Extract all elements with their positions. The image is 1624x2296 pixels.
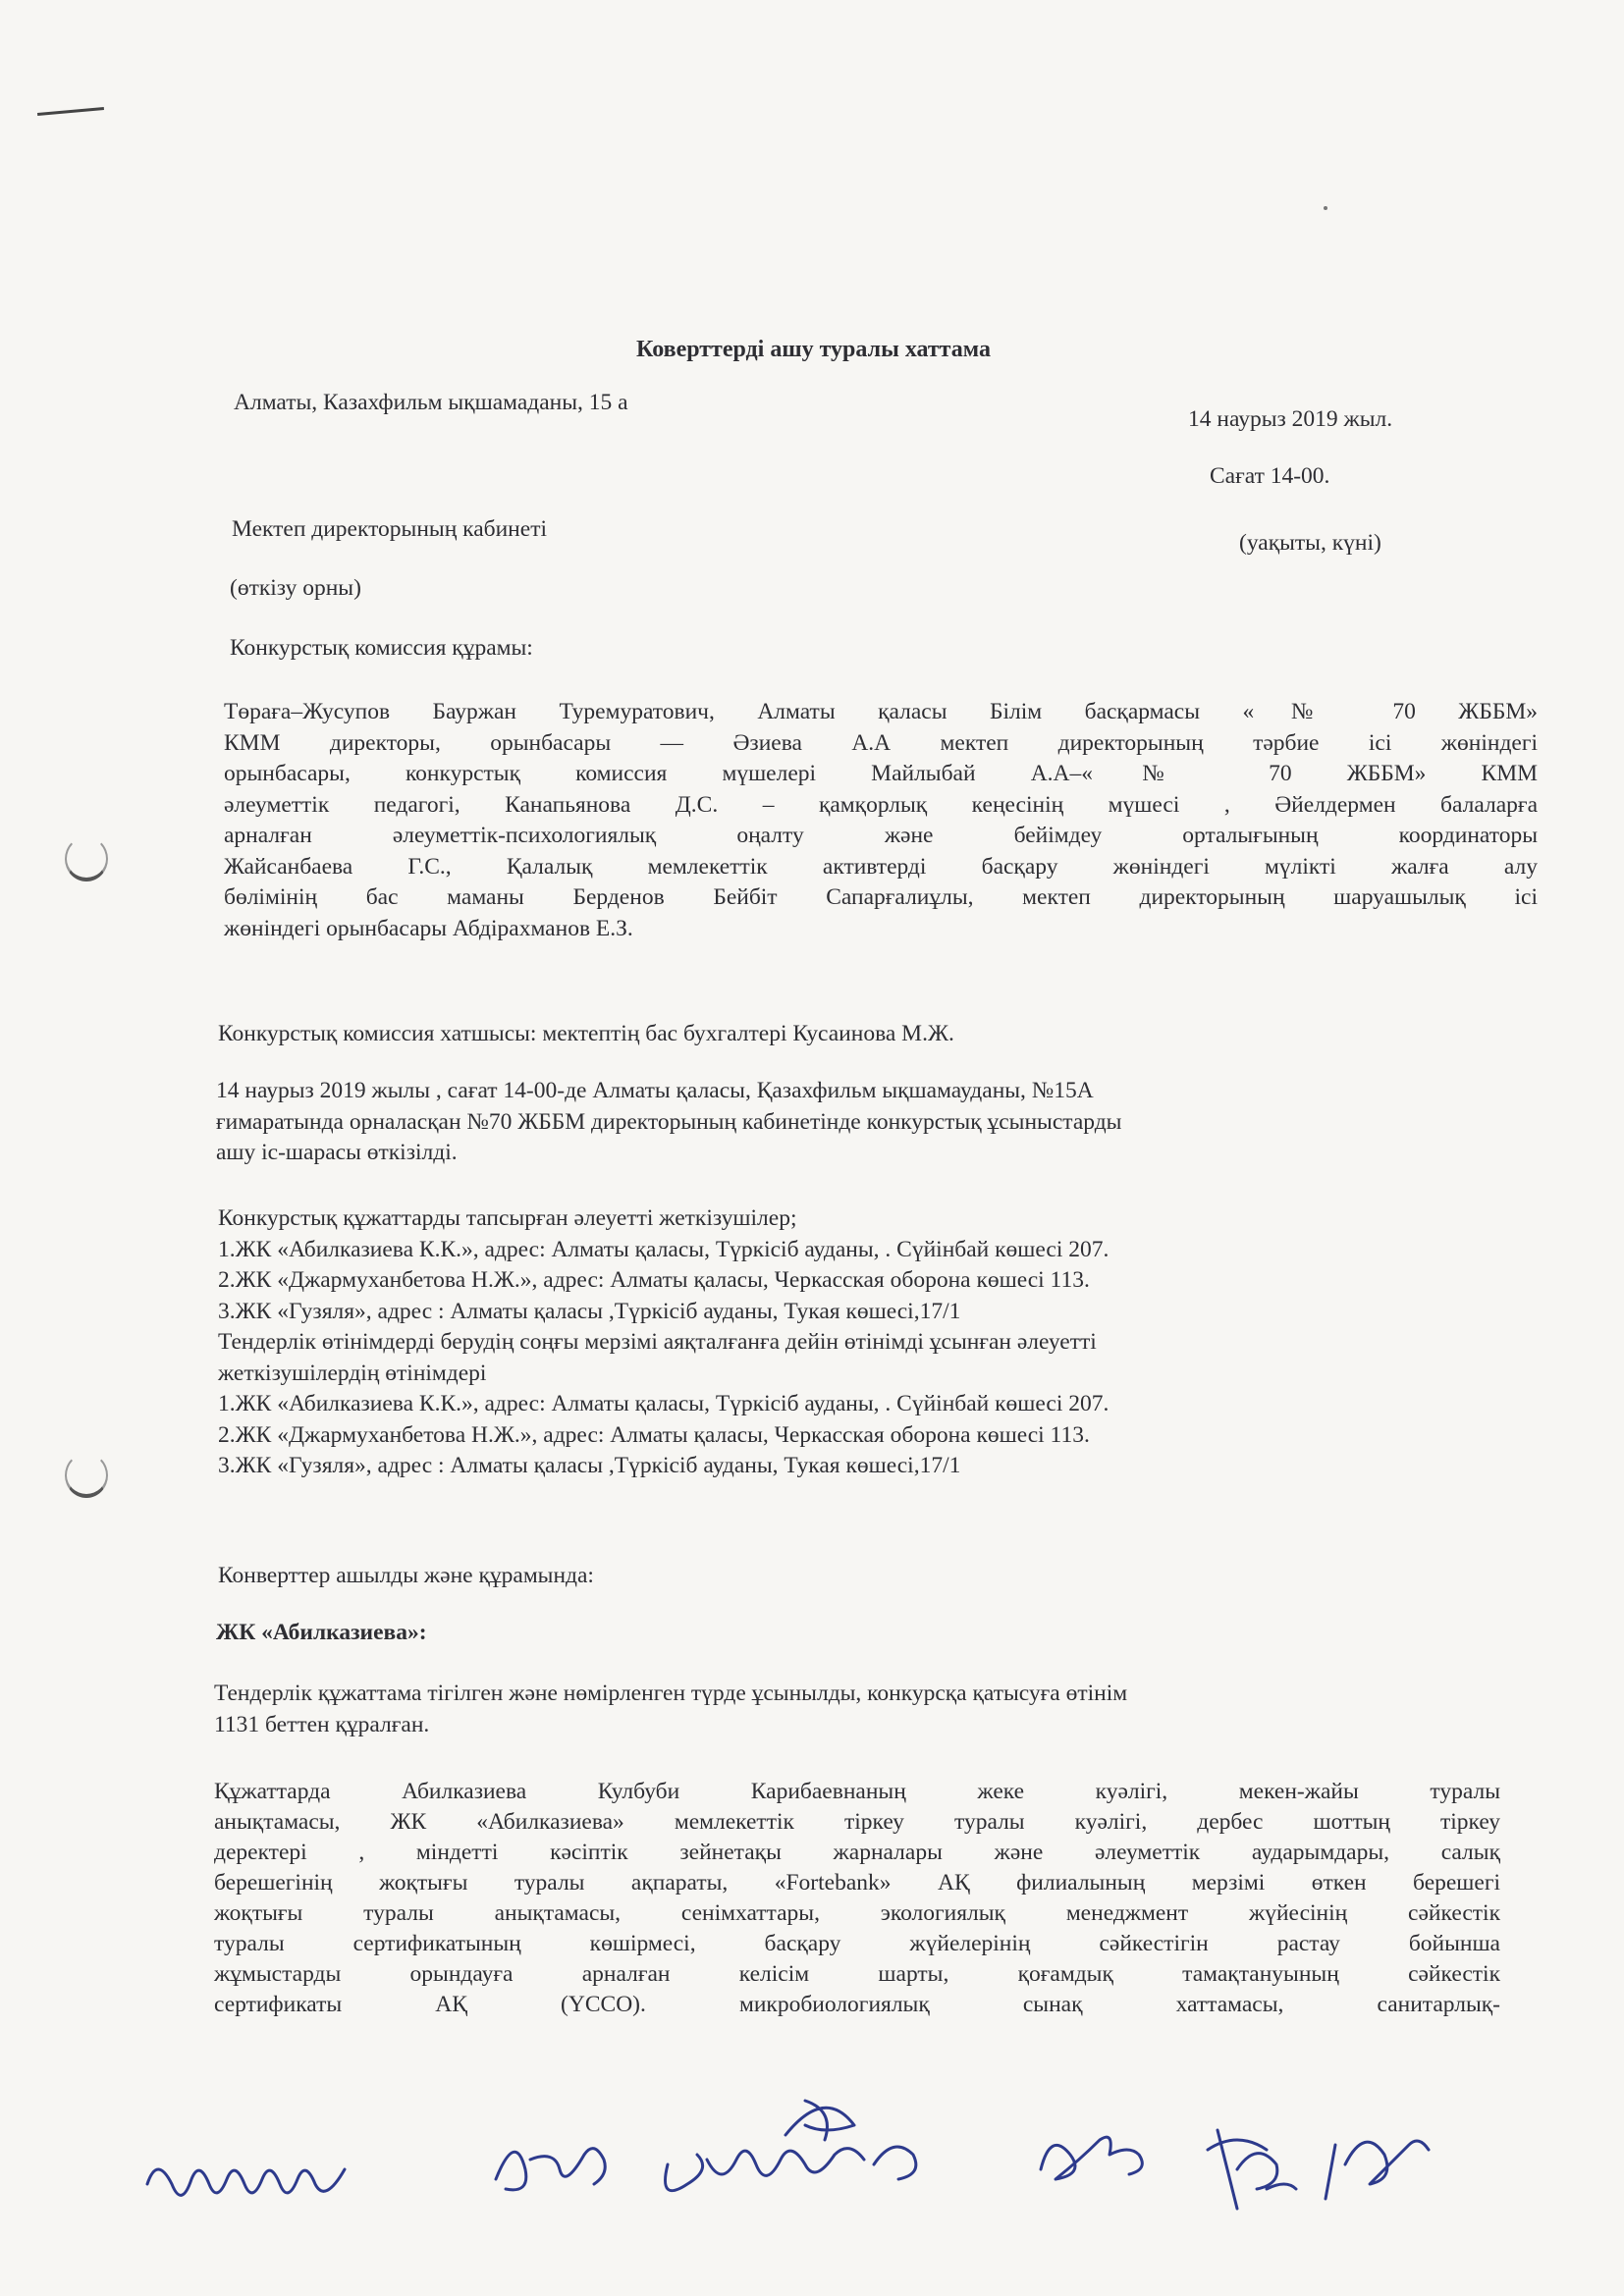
opening-line: ғимаратында орналасқан №70 ЖББМ директорының кабинетінде конкурстық ұсыныстарды xyxy=(216,1108,1122,1135)
header-location-caption: (өткізу орны) xyxy=(230,575,361,601)
signature-3 xyxy=(666,2101,916,2191)
opened-text: Конверттер ашылды және құрамында: xyxy=(218,1563,594,1588)
documents-line: анықтамасы, ЖК «Абилказиева» мемлекеттік тіркеу туралы куәлігі, дербес шоттың тіркеу xyxy=(214,1809,1500,1835)
bid-item: 1.ЖК «Абилказиева К.К.», адрес: Алматы қаласы, Түркісіб ауданы, . Сүйінбай көшесі 207. xyxy=(218,1391,1110,1416)
signature-2 xyxy=(496,2149,605,2190)
documents-line: берешегінің жоқтығы туралы ақпараты, «Fortebank» АҚ филиалының мерзімі өткен берешегі xyxy=(214,1870,1500,1896)
commission-paragraph xyxy=(224,697,1538,944)
commission-line: бөлімінің бас маманы Берденов Бейбіт Сапарғалиұлы, мектеп директорының шаруашылық ісі xyxy=(224,884,1538,910)
tender-paragraph xyxy=(214,1679,1530,1740)
commission-line: Жайсанбаева Г.С., Қалалық мемлекеттік активтерді басқару жөніндегі мүлікті жалға алу xyxy=(224,853,1538,880)
signature-6 xyxy=(1326,2141,1429,2199)
documents-line: жұмыстарды орындауға арналған келісім шарты, қоғамдық тамақтануының сәйкестік xyxy=(214,1961,1500,1987)
opening-paragraph xyxy=(216,1076,1437,1169)
header-location: Мектеп директорының кабинеті xyxy=(232,516,547,542)
documents-line: сертификаты АҚ (YCCO). микробиологиялық сынақ хаттамасы, санитарлық- xyxy=(214,1992,1500,2017)
punch-hole-top xyxy=(65,836,108,881)
documents-line: деректері , міндетті кәсіптік зейнетақы жарналары және әлеуметтік аударымдары, салық xyxy=(214,1840,1500,1865)
header-date: 14 наурыз 2019 жыл. xyxy=(1188,406,1393,432)
scan-dot xyxy=(1324,206,1327,210)
signature-5 xyxy=(1208,2130,1296,2209)
documents-line: жоқтығы туралы анықтамасы, сенімхаттары, экологиялық менеджмент жүйесінің сәйкестік xyxy=(214,1900,1500,1926)
secretary-line: Конкурстық комиссия хатшысы: мектептің бас бухгалтері Кусаинова М.Ж. xyxy=(218,1021,954,1046)
supplier-item: 2.ЖК «Джармуханбетова Н.Ж.», адрес: Алматы қаласы, Черкасская оборона көшесі 113. xyxy=(218,1267,1090,1293)
bids-heading: жеткізушілердің өтінімдері xyxy=(218,1360,487,1386)
commission-line: жөніндегі орынбасары Абдірахманов Е.З. xyxy=(224,915,633,941)
supplier-item: 1.ЖК «Абилказиева К.К.», адрес: Алматы қаласы, Түркісіб ауданы, . Сүйінбай көшесі 207. xyxy=(218,1236,1110,1262)
header-time: Сағат 14-00. xyxy=(1210,463,1330,489)
company-heading: ЖК «Абилказиева»: xyxy=(216,1620,427,1645)
opening-line: ашу іс-шарасы өткізілді. xyxy=(216,1140,458,1165)
bid-item: 3.ЖК «Гузяля», адрес : Алматы қаласы ,Түркісіб ауданы, Тукая көшесі,17/1 xyxy=(218,1453,961,1478)
commission-line: КММ директоры, орынбасары — Әзиева А.А мектеп директорының тәрбие ісі жөніндегі xyxy=(224,729,1538,756)
bid-item: 2.ЖК «Джармуханбетова Н.Ж.», адрес: Алматы қаласы, Черкасская оборона көшесі 113. xyxy=(218,1421,1090,1448)
signatures-area xyxy=(118,2091,1571,2228)
document-title: Коверттерді ашу туралы хаттама xyxy=(636,337,991,362)
suppliers-heading: Конкурстық құжаттарды тапсырған әлеуетті жеткізушілер; xyxy=(218,1205,797,1231)
documents-line: туралы сертификатының көшірмесі, басқару жүйелерінің сәйкестігін растау бойынша xyxy=(214,1931,1500,1956)
signature-1 xyxy=(147,2169,345,2195)
commission-line: әлеуметтік педагогі, Канапьянова Д.С. – қамқорлық кеңесінің мүшесі , Әйелдермен балаларға xyxy=(224,791,1538,818)
header-place: Алматы, Казахфильм ықшамаданы, 15 а xyxy=(234,390,628,415)
documents-line: Құжаттарда Абилказиева Кулбуби Карибаевнаның жеке куәлігі, мекен-жайы туралы xyxy=(214,1779,1500,1804)
tender-line: Тендерлік құжаттама тігілген және нөмірленген түрде ұсынылды, конкурсқа қатысуға өтінім xyxy=(214,1681,1128,1706)
tender-line: 1131 беттен құралған. xyxy=(214,1711,430,1737)
suppliers-block xyxy=(218,1203,1494,1482)
scan-mark xyxy=(37,107,104,116)
commission-heading: Конкурстық комиссия құрамы: xyxy=(230,635,533,661)
supplier-item: 3.ЖК «Гузяля», адрес : Алматы қаласы ,Түркісіб ауданы, Тукая көшесі,17/1 xyxy=(218,1298,961,1324)
bids-heading: Тендерлік өтінімдерді берудің соңғы мерзімі аяқталғанға дейін өтінімді ұсынған әлеуетті xyxy=(218,1329,1097,1355)
signatures-drawing xyxy=(118,2091,1571,2228)
commission-line: Төраға–Жусупов Бауржан Туремуратович, Алматы қаласы Білім басқармасы «№ 70 ЖББМ» xyxy=(224,699,1538,724)
header-time-caption: (уақыты, күні) xyxy=(1239,530,1381,556)
punch-hole-bottom xyxy=(65,1453,108,1498)
documents-paragraph xyxy=(214,1777,1500,2020)
commission-line: арналған әлеуметтік-психологиялық оңалту және бейімдеу орталығының координаторы xyxy=(224,823,1538,848)
signature-4 xyxy=(1041,2137,1142,2179)
commission-line: орынбасары, конкурстық комиссия мүшелері Майлыбай А.А–«№ 70 ЖББМ» КММ xyxy=(224,761,1538,786)
opening-line: 14 наурыз 2019 жылы , сағат 14-00-де Алматы қаласы, Қазахфильм ықшамауданы, №15А xyxy=(216,1078,1094,1103)
